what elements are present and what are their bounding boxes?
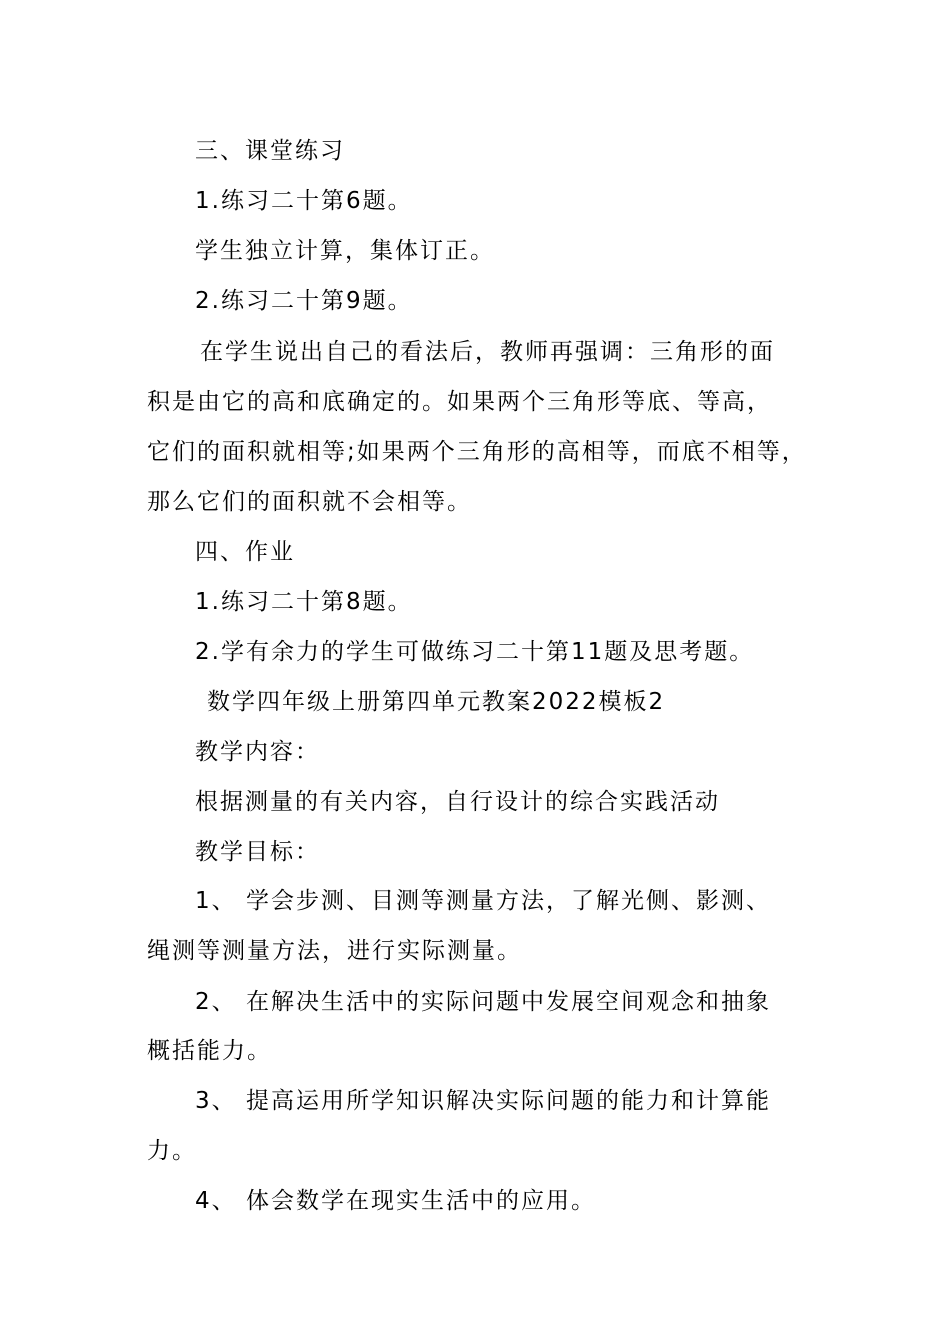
- text-line: 学生独立计算，集体订正。: [195, 238, 495, 264]
- goal-line: 3、 提高运用所学知识解决实际问题的能力和计算能: [195, 1088, 771, 1114]
- goal-line: 力。: [147, 1138, 197, 1164]
- goal-line: 绳测等测量方法，进行实际测量。: [147, 938, 522, 964]
- goal-line: 1、 学会步测、目测等测量方法，了解光侧、影测、: [195, 888, 771, 914]
- paragraph-line: 在学生说出自己的看法后，教师再强调：三角形的面: [200, 339, 775, 365]
- paragraph-line: 它们的面积就相等;如果两个三角形的高相等，而底不相等，: [147, 439, 807, 465]
- section-heading-homework: 四、作业: [195, 539, 295, 565]
- label-teaching-goals: 教学目标：: [195, 839, 320, 865]
- text-line: 2.练习二十第9题。: [195, 288, 413, 314]
- text-line: 2.学有余力的学生可做练习二十第11题及思考题。: [195, 639, 755, 665]
- text-line: 根据测量的有关内容，自行设计的综合实践活动: [195, 789, 720, 815]
- paragraph-line: 积是由它的高和底确定的。如果两个三角形等底、等高，: [147, 389, 772, 415]
- label-teaching-content: 教学内容：: [195, 739, 320, 765]
- goal-line: 4、 体会数学在现实生活中的应用。: [195, 1188, 596, 1214]
- text-line: 1.练习二十第8题。: [195, 589, 413, 615]
- text-line: 1.练习二十第6题。: [195, 188, 413, 214]
- goal-line: 概括能力。: [147, 1038, 272, 1064]
- section-heading-practice: 三、课堂练习: [195, 138, 345, 164]
- document-title: 数学四年级上册第四单元教案2022模板2: [207, 689, 666, 715]
- goal-line: 2、 在解决生活中的实际问题中发展空间观念和抽象: [195, 989, 771, 1015]
- paragraph-line: 那么它们的面积就不会相等。: [147, 489, 472, 515]
